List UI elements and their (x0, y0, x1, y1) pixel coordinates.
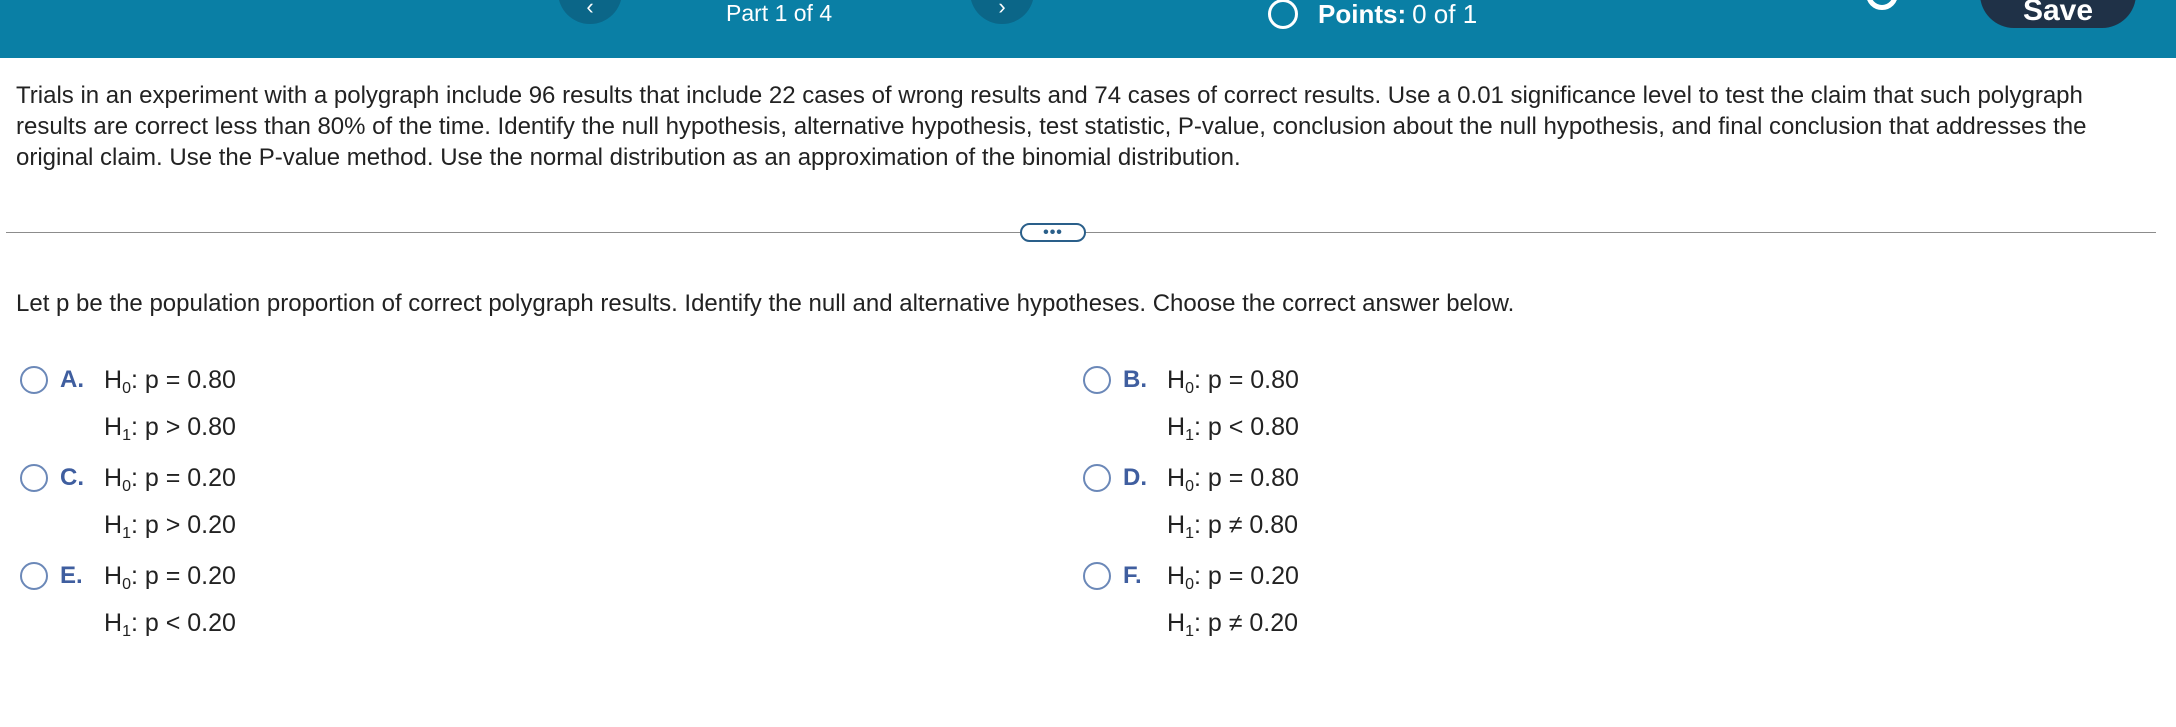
hypotheses (1167, 459, 1299, 553)
hypotheses (1167, 557, 1299, 651)
option-b[interactable] (1083, 364, 1299, 455)
part-prompt: Let p be the population proportion of correct polygraph results. Identify the null and alternative hypotheses. Choose the correct answer below. (16, 290, 1515, 317)
option-c[interactable] (20, 462, 236, 553)
points-label: Points: (1318, 0, 1407, 29)
option-letter: E. (60, 562, 83, 589)
radio-button-icon[interactable] (20, 366, 48, 394)
hypotheses (104, 557, 236, 651)
null-hypothesis: $H_0$: p = 0.80 (1167, 366, 1299, 397)
alternative-hypothesis: $H_1$: p ≠ 0.20 (1167, 609, 1299, 640)
alternative-hypothesis: $H_1$: p < 0.80 (1167, 413, 1299, 444)
expand-more-button[interactable]: ••• (1020, 223, 1086, 242)
radio-button-icon[interactable] (1083, 464, 1111, 492)
null-hypothesis: $H_0$: p = 0.20 (104, 464, 236, 495)
points-value: 0 of 1 (1412, 0, 1478, 29)
null-hypothesis: $H_0$: p = 0.20 (104, 562, 236, 593)
next-part-button[interactable] (970, 0, 1034, 24)
hypotheses (1167, 361, 1299, 455)
question-text: Trials in an experiment with a polygraph include 96 results that include 22 cases of wrong results and 74 cases of correct results. Use a 0.01 significance level to test the claim that such polygraph results are correct less than 80% of the time. Identify the null hypothesis, alternative hypothesis, test statistic, P-value, conclusion about the null hypothesis, and final conclusion that addresses the original claim. Use the P-value method. Use the normal distribution as an approximation of the binomial distribution. (16, 82, 2087, 171)
previous-part-button[interactable] (558, 0, 622, 24)
option-d[interactable] (1083, 462, 1299, 553)
alternative-hypothesis: $H_1$: p ≠ 0.80 (1167, 511, 1299, 542)
radio-button-icon[interactable] (20, 464, 48, 492)
radio-button-icon[interactable] (20, 562, 48, 590)
option-e[interactable] (20, 560, 236, 651)
part-indicator: Part 1 of 4 (726, 0, 833, 26)
null-hypothesis: $H_0$: p = 0.20 (1167, 562, 1299, 593)
option-f[interactable] (1083, 560, 1299, 651)
alternative-hypothesis: $H_1$: p < 0.20 (104, 609, 236, 640)
save-label: Save (2022, 0, 2094, 27)
chevron-left-icon: ‹ (586, 0, 594, 19)
radio-button-icon[interactable] (1083, 562, 1111, 590)
gear-icon[interactable] (1866, 0, 1898, 10)
chevron-right-icon: › (998, 0, 1006, 19)
option-letter: B. (1123, 366, 1147, 393)
top-bar (0, 0, 2176, 58)
hypotheses (104, 459, 236, 553)
alternative-hypothesis: $H_1$: p > 0.20 (104, 511, 236, 542)
null-hypothesis: $H_0$: p = 0.80 (104, 366, 236, 397)
save-button[interactable] (1980, 0, 2136, 28)
option-letter: D. (1123, 464, 1147, 491)
option-letter: A. (60, 366, 84, 393)
option-letter: F. (1123, 562, 1142, 589)
points-circle-icon (1268, 0, 1298, 29)
alternative-hypothesis: $H_1$: p > 0.80 (104, 413, 236, 444)
option-letter: C. (60, 464, 84, 491)
radio-button-icon[interactable] (1083, 366, 1111, 394)
points-indicator (1268, 0, 1477, 28)
option-a[interactable] (20, 364, 236, 455)
null-hypothesis: $H_0$: p = 0.80 (1167, 464, 1299, 495)
hypotheses (104, 361, 236, 455)
